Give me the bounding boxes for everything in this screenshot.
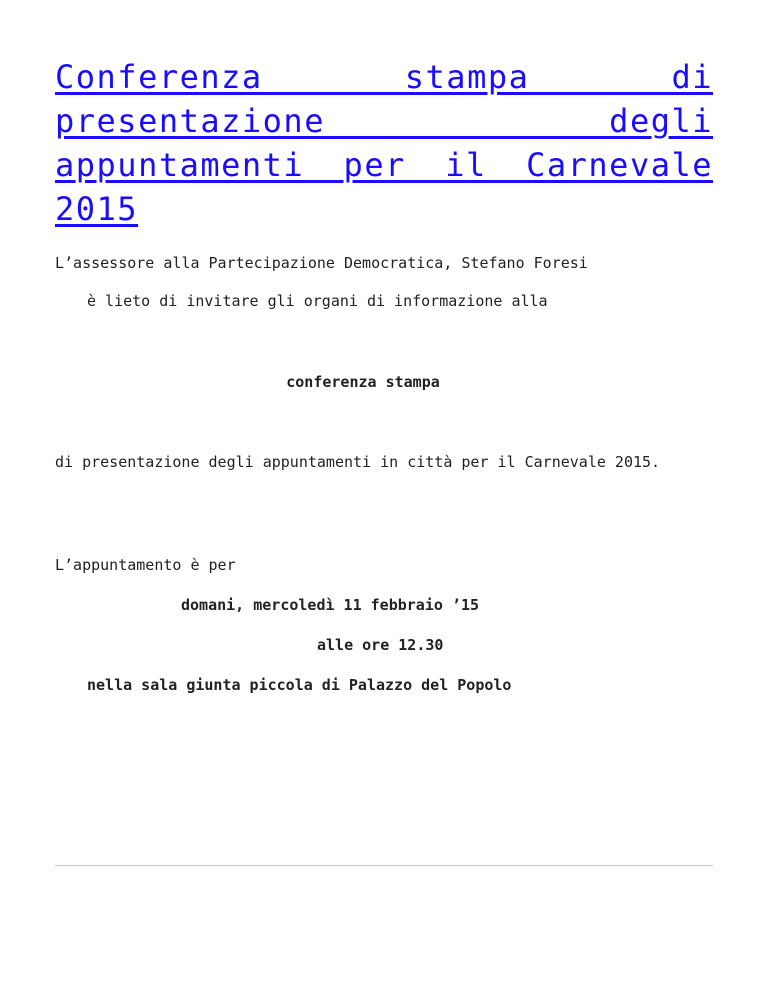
- appointment-intro: L’appuntamento è per: [55, 556, 236, 574]
- footer-divider: [55, 865, 713, 866]
- event-description: di presentazione degli appuntamenti in città per il Carnevale 2015.: [55, 453, 661, 471]
- article-title: [55, 55, 713, 231]
- event-time: alle ore 12.30: [317, 636, 444, 654]
- intro-line: L’assessore alla Partecipazione Democratica, Stefano Foresi: [55, 254, 588, 272]
- event-type: conferenza stampa: [286, 373, 440, 391]
- invite-line: è lieto di invitare gli organi di informazione alla: [87, 292, 548, 310]
- event-location: nella sala giunta piccola di Palazzo del Popolo: [87, 676, 512, 694]
- event-date: domani, mercoledì 11 febbraio ’15: [181, 596, 480, 614]
- article-title-link[interactable]: Conferenza stampa di presentazione degli appuntamenti per il Carnevale 2015: [55, 58, 713, 228]
